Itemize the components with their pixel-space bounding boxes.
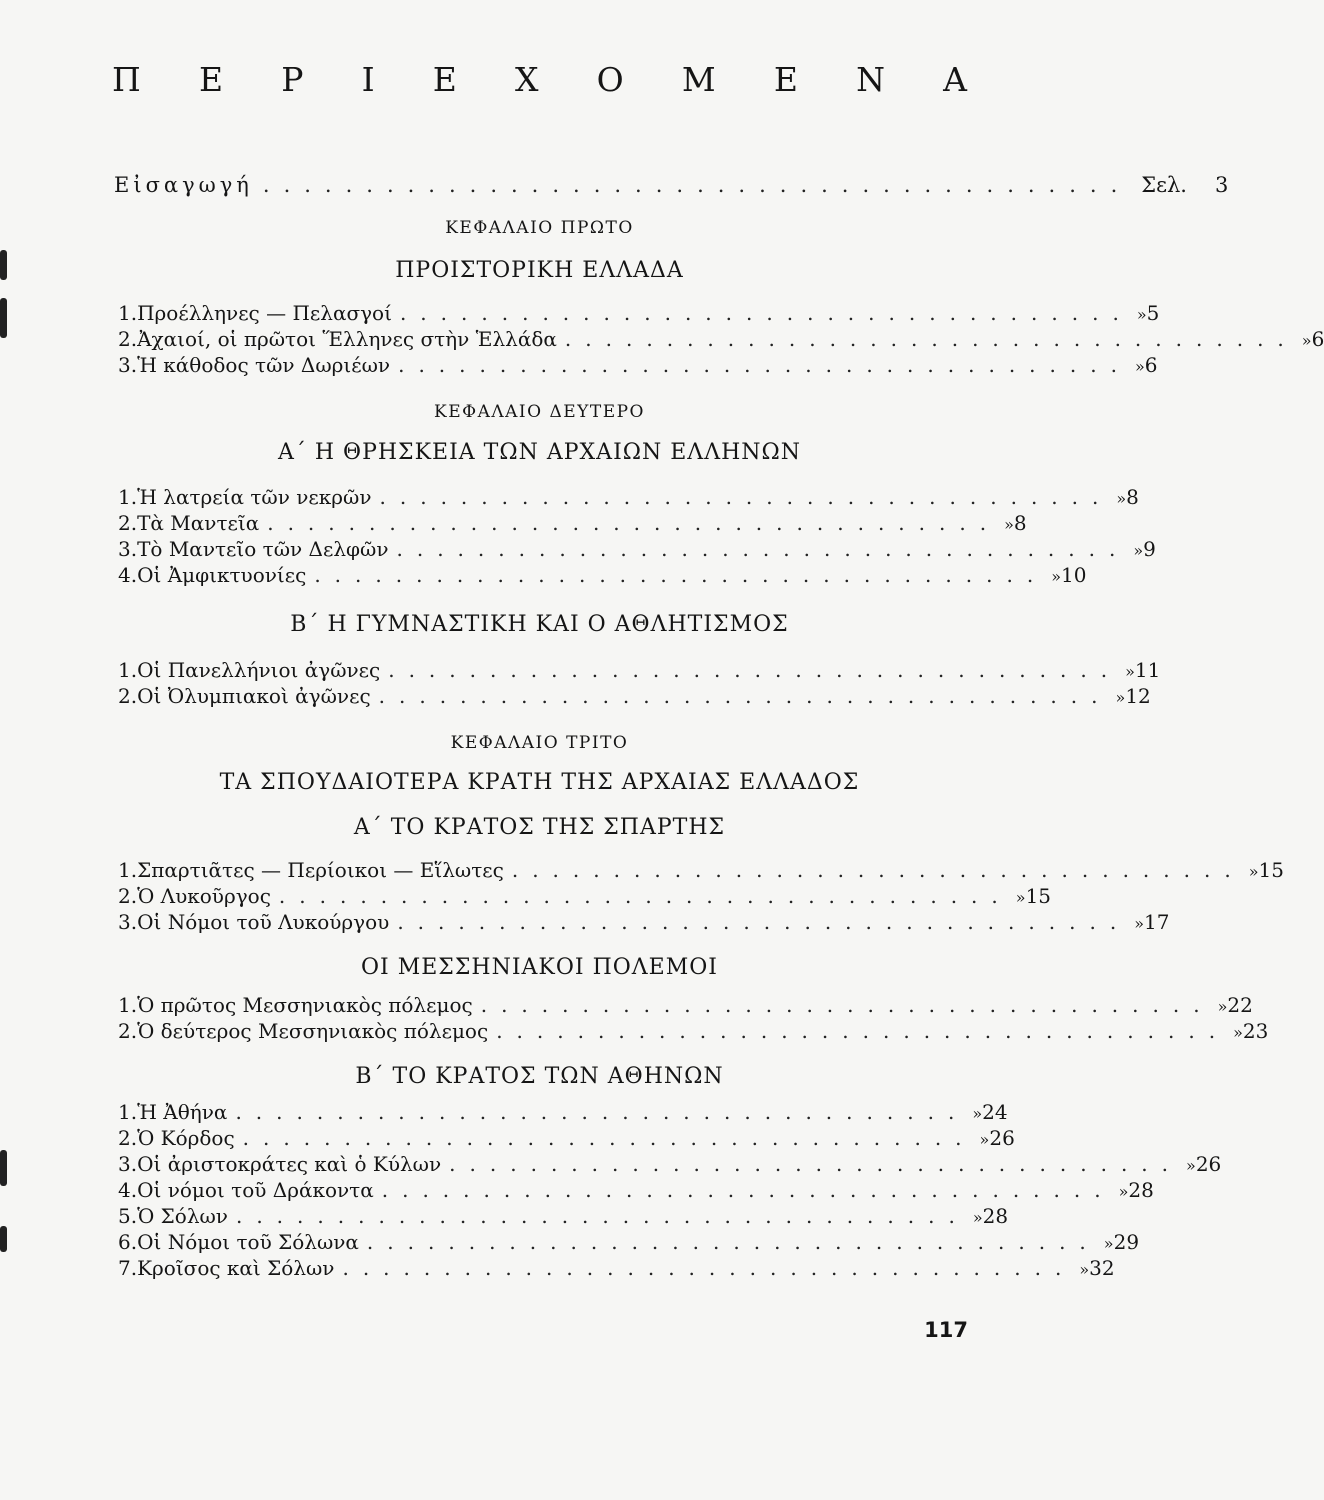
entry-number: 4.	[118, 563, 138, 587]
toc-entry	[118, 352, 1158, 378]
entry-title: Οἱ Ἀμφικτυονίες	[137, 563, 307, 587]
entry-title: Τὰ Μαντεῖα	[137, 511, 260, 535]
entry-title: Τὸ Μαντεῖο τῶν Δελφῶν	[137, 537, 389, 561]
dot-leader: ....................................	[342, 1256, 1076, 1280]
entry-number: 1.	[118, 993, 138, 1017]
entry-title: Ἡ λατρεία τῶν νεκρῶν	[137, 485, 372, 509]
entry-title: Ὁ δεύτερος Μεσσηνιακὸς πόλεμος	[137, 1019, 489, 1043]
entry-number: 3.	[118, 1152, 138, 1176]
dot-leader: ....................................	[235, 1204, 969, 1228]
toc-entry	[118, 1099, 1008, 1125]
page-number: 6	[1311, 327, 1324, 351]
title-letter: Ν	[856, 60, 885, 99]
section-heading: Β΄ ΤΟ ΚΡΑΤΟΣ ΤΩΝ ΑΘΗΝΩΝ	[355, 1064, 724, 1089]
dot-leader: ..........................................	[262, 173, 1132, 197]
entry-number: 5.	[118, 1204, 138, 1228]
page-number: 17	[1143, 910, 1170, 934]
section-heading: Β΄ Η ΓΥΜΝΑΣΤΙΚΗ ΚΑΙ Ο ΑΘΛΗΤΙΣΜΟΣ	[290, 612, 789, 637]
ditto-mark: »	[1134, 914, 1144, 933]
dot-leader: ....................................	[388, 658, 1122, 682]
dot-leader: ....................................	[449, 1152, 1183, 1176]
intro-label: Εἰσαγωγή	[114, 173, 253, 197]
ditto-mark: »	[1118, 1182, 1129, 1201]
ditto-mark: »	[1136, 305, 1147, 324]
entry-number: 1.	[118, 1100, 138, 1124]
page-number: 22	[1227, 993, 1253, 1017]
ditto-mark: »	[979, 1130, 990, 1149]
ditto-mark: »	[972, 1208, 983, 1227]
toc-entry	[118, 909, 1170, 935]
toc-entry	[118, 326, 1324, 352]
ditto-mark: »	[1233, 1023, 1243, 1042]
chapter-heading: ΚΕΦΑΛΑΙΟ ΔΕΥΤΕΡΟ	[434, 402, 645, 422]
toc-entry	[118, 484, 1139, 510]
dot-leader: ....................................	[564, 327, 1298, 351]
entry-number: 2.	[118, 684, 138, 708]
toc-entry	[118, 683, 1151, 709]
entry-title: Οἱ Πανελλήνιοι ἀγῶνες	[137, 658, 381, 682]
dot-leader: ....................................	[379, 485, 1113, 509]
page-number: 12	[1125, 684, 1151, 708]
binding-mark	[0, 1226, 7, 1252]
ditto-mark: »	[972, 1104, 983, 1123]
page-number: 5	[1146, 301, 1160, 325]
ditto-mark: »	[1103, 1234, 1114, 1253]
dot-leader: ....................................	[235, 1100, 969, 1124]
entry-number: 2.	[118, 327, 138, 351]
entry-title: Σπαρτιᾶτες — Περίοικοι — Εἵλωτες	[137, 858, 504, 882]
part-heading: ΤΑ ΣΠΟΥΔΑΙΟΤΕΡΑ ΚΡΑΤΗ ΤΗΣ ΑΡΧΑΙΑΣ ΕΛΛΑΔΟΣ	[219, 770, 860, 795]
toc-list	[118, 992, 1269, 1044]
page-number: 28	[982, 1204, 1009, 1228]
binding-mark	[0, 250, 7, 280]
ditto-mark: »	[1217, 997, 1228, 1016]
page-number: 6	[1144, 353, 1158, 377]
entry-number: 3.	[118, 353, 138, 377]
ditto-mark: »	[1051, 567, 1061, 586]
dot-leader: ....................................	[480, 993, 1214, 1017]
toc-list	[118, 857, 1284, 935]
dot-leader: ....................................	[397, 910, 1131, 934]
dot-leader: ....................................	[314, 563, 1048, 587]
entry-title: Ὁ πρῶτος Μεσσηνιακὸς πόλεμος	[137, 993, 473, 1017]
title-letter: Χ	[515, 60, 539, 99]
dot-leader: ....................................	[511, 858, 1245, 882]
toc-list	[118, 1099, 1222, 1281]
ditto-mark: »	[1133, 541, 1144, 560]
toc-entry	[118, 857, 1284, 883]
entry-number: 4.	[118, 1178, 138, 1202]
toc-entry	[118, 883, 1052, 909]
dot-leader: ....................................	[399, 301, 1133, 325]
dot-leader: ....................................	[366, 1230, 1100, 1254]
toc-entry	[118, 562, 1087, 588]
section-heading: Α΄ Η ΘΡΗΣΚΕΙΑ ΤΩΝ ΑΡΧΑΙΩΝ ΕΛΛΗΝΩΝ	[277, 440, 802, 465]
intro-entry	[114, 170, 1229, 200]
entry-title: Προέλληνες — Πελασγοί	[137, 301, 392, 325]
page-number: 10	[1060, 563, 1087, 587]
toc-list	[118, 657, 1161, 709]
entry-title: Ὁ Σόλων	[137, 1204, 228, 1228]
entry-title: Κροῖσος καὶ Σόλων	[137, 1256, 335, 1280]
entry-number: 7.	[118, 1256, 138, 1280]
entry-number: 3.	[118, 910, 138, 934]
ditto-mark: »	[1248, 862, 1259, 881]
dot-leader: ....................................	[242, 1126, 976, 1150]
page-number: 32	[1089, 1256, 1115, 1280]
ditto-mark: »	[1079, 1260, 1090, 1279]
toc-entry	[118, 536, 1156, 562]
toc-entry	[118, 1177, 1154, 1203]
dot-leader: ....................................	[398, 353, 1131, 377]
entry-number: 2.	[118, 1019, 138, 1043]
title-letter: Μ	[681, 60, 716, 99]
page-number: 8	[1126, 485, 1139, 509]
entry-number: 1.	[118, 858, 138, 882]
entry-title: Οἱ Νόμοι τοῦ Σόλωνα	[137, 1230, 359, 1254]
page-number: 26	[989, 1126, 1015, 1150]
page-number: 15	[1258, 858, 1284, 882]
entry-title: Οἱ νόμοι τοῦ Δράκοντα	[137, 1178, 374, 1202]
title-letter: Ε	[432, 60, 457, 99]
entry-number: 2.	[118, 511, 138, 535]
ditto-mark: »	[1015, 888, 1026, 907]
page-number: 24	[982, 1100, 1008, 1124]
toc-entry	[118, 1229, 1140, 1255]
chapter-heading: ΚΕΦΑΛΑΙΟ ΤΡΙΤΟ	[450, 733, 629, 753]
entry-title: Ἀχαιοί, οἱ πρῶτοι Ἕλληνες στὴν Ἑλλάδα	[137, 327, 557, 351]
page-number: 9	[1143, 537, 1156, 561]
entry-title: Ὁ Λυκοῦργος	[137, 884, 271, 908]
entry-number: 3.	[118, 537, 138, 561]
title-letter: Π	[112, 60, 141, 99]
page-number: 15	[1025, 884, 1052, 908]
page-number: 28	[1128, 1178, 1154, 1202]
page-number: 26	[1195, 1152, 1222, 1176]
page-number: 23	[1242, 1019, 1269, 1043]
dot-leader: ....................................	[396, 537, 1130, 561]
page-number: 29	[1113, 1230, 1140, 1254]
section-heading: ΠΡΟΙΣΤΟΡΙΚΗ ΕΛΛΑΔΑ	[395, 258, 684, 283]
entry-number: 1.	[118, 301, 138, 325]
entry-number: 2.	[118, 884, 138, 908]
entry-title: Ἡ κάθοδος τῶν Δωριέων	[137, 353, 391, 377]
chapter-heading: ΚΕΦΑΛΑΙΟ ΠΡΩΤΟ	[445, 218, 634, 238]
binding-mark	[0, 298, 7, 338]
toc-entry	[118, 510, 1027, 536]
section-heading: Α΄ ΤΟ ΚΡΑΤΟΣ ΤΗΣ ΣΠΑΡΤΗΣ	[353, 815, 726, 840]
dot-leader: ....................................	[267, 511, 1001, 535]
ditto-mark: »	[1125, 662, 1135, 681]
page-number: 3	[1214, 173, 1229, 197]
toc-list	[118, 300, 1324, 378]
toc-entry	[118, 992, 1253, 1018]
ditto-mark: »	[1004, 515, 1014, 534]
entry-title: Οἱ ἀριστοκράτες καὶ ὁ Κύλων	[137, 1152, 442, 1176]
title-letter: Ρ	[281, 60, 304, 99]
toc-entry	[118, 300, 1160, 326]
ditto-mark: »	[1186, 1156, 1196, 1175]
ditto-mark: »	[1301, 331, 1312, 350]
title-letter: Ο	[596, 60, 624, 99]
toc-entry	[118, 1255, 1115, 1281]
dot-leader: ....................................	[496, 1019, 1230, 1043]
toc-entry	[118, 657, 1161, 683]
title-letter: Ε	[773, 60, 798, 99]
title-letter: Α	[943, 60, 967, 99]
entry-title: Ἡ Ἀθήνα	[137, 1100, 228, 1124]
entry-title: Οἱ Νόμοι τοῦ Λυκούργου	[137, 910, 390, 934]
page-abbrev: Σελ.	[1141, 173, 1187, 197]
section-heading: ΟΙ ΜΕΣΣΗΝΙΑΚΟΙ ΠΟΛΕΜΟΙ	[360, 955, 718, 980]
dot-leader: ....................................	[381, 1178, 1115, 1202]
folio-page-number: 117	[924, 1318, 968, 1342]
entry-title: Ὁ Κόρδος	[137, 1126, 235, 1150]
page-number: 11	[1134, 658, 1161, 682]
entry-title: Οἱ Ὀλυμπιακοὶ ἀγῶνες	[137, 684, 371, 708]
toc-entry	[118, 1203, 1009, 1229]
entry-number: 1.	[118, 658, 138, 682]
title-letter: Ι	[361, 60, 375, 99]
toc-entry	[118, 1018, 1269, 1044]
title-letter: Ε	[198, 60, 224, 99]
page-title	[112, 58, 967, 102]
entry-number: 6.	[118, 1230, 138, 1254]
dot-leader: ....................................	[278, 884, 1012, 908]
toc-list	[118, 484, 1156, 588]
ditto-mark: »	[1134, 357, 1145, 376]
binding-mark	[0, 1150, 7, 1186]
entry-number: 1.	[118, 485, 138, 509]
ditto-mark: »	[1115, 688, 1126, 707]
ditto-mark: »	[1116, 489, 1127, 508]
entry-number: 2.	[118, 1126, 138, 1150]
toc-entry	[118, 1125, 1015, 1151]
dot-leader: ....................................	[378, 684, 1112, 708]
toc-entry	[118, 1151, 1222, 1177]
page-number: 8	[1013, 511, 1027, 535]
